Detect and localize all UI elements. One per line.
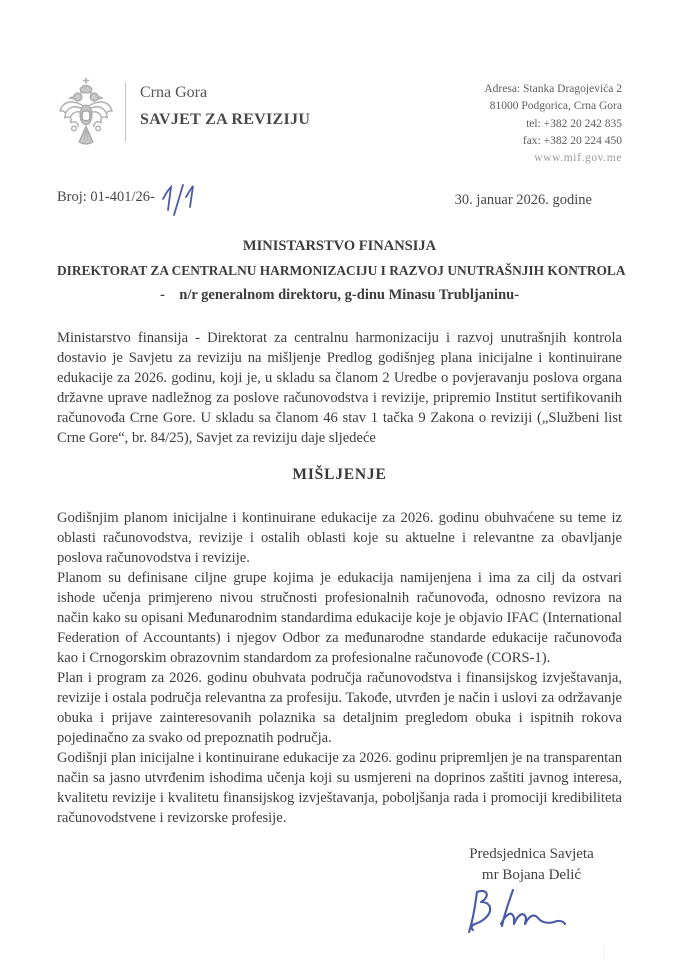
intro-section	[57, 328, 622, 448]
letterhead-brand	[57, 76, 310, 148]
letterhead	[57, 0, 622, 167]
opinion-heading: MIŠLJENJE	[292, 466, 387, 484]
opinion-paragraph-1: Godišnjim planom inicijalne i kontinuirane edukacije za 2026. godinu obuhvaćene su teme iz oblasti računovodstva, revizije i ostalih oblasti koje su aktuelne i relevantne za obavljanje poslova računovodstva i revizije.	[57, 510, 622, 567]
montenegro-coat-of-arms-icon	[57, 76, 115, 148]
opinion-paragraph-4: Godišnji plan inicijalne i kontinuirane edukacije za 2026. godinu pripremljen je na transparentan način sa jasno utvrđenim ishodima učenja koji su usmjereni na doprinos zaštiti javnog interesa, kvalitetu revizije i kvalitetu finansijskog izvještavanja, poboljšanja rada i promociji kredibiliteta računovodstvene i revizorske profesije.	[57, 750, 622, 827]
address-city: 81000 Podgorica, Crna Gora	[489, 100, 622, 113]
letter-date: 30. januar 2026. godine	[454, 192, 592, 209]
letterhead-divider	[125, 82, 126, 142]
opinion-paragraph-3: Plan i program za 2026. godinu obuhvata područja računovodstva i finansijskog izvještavanja, revizije i ostala područja relevantna za profesiju. Takođe, utvrđen je način i uslovi za održavanje obuka i prijave zainteresovanih polaznika sa detaljnim pregledom obuka i ispitnih rokova pojedinačno za svako od prepoznatih područja.	[57, 670, 622, 747]
signer-title: Predsjednica Savjeta	[469, 846, 594, 863]
address-block	[484, 76, 622, 167]
reference-number	[57, 189, 202, 218]
intro-paragraph: Ministarstvo finansija - Direktorat za centralnu harmonizaciju i razvoj unutrašnjih kontrola dostavio je Savjetu za reviziju na mišljenje Predlog godišnjeg plana inicijalne i kontinuirane edukacije za 2026. godinu, koji je, u skladu sa članom 2 Uredbe o povjeravanju poslova organa državne uprave nadležnog za poslove računovodstva i revizije, pripremio Institut sertifikovanih računovođa Crne Gore. U skladu sa članom 46 stav 1 tačka 9 Zakona o reviziji („Službeni list Crne Gore“, br. 84/25), Savjet za reviziju daje sljedeće	[57, 330, 622, 447]
recipient-block	[57, 238, 626, 304]
letterhead-titles	[140, 76, 310, 129]
address-fax: fax: +382 20 224 450	[522, 134, 622, 147]
handwritten-number-icon	[155, 189, 202, 218]
website-url: www.mif.gov.me	[534, 152, 622, 164]
opinion-paragraph-2: Planom su definisane ciljne grupe kojima je edukacija namijenjena i ima za cilj da ostvari ishode učenja primjereno nivou stručnosti profesionalnih računovođa, odnosno revizora na način kako su opisani Međunarodnim standardima edukacije koje je objavio IFAC (International Federation of Accountants) i njegov Odbor za međunarodne standarde edukacije računovođa kao i Crnogorskim obrazovnim standardom za profesionalne računovođe (CORS-1).	[57, 570, 622, 667]
opinion-section	[57, 508, 622, 828]
handwritten-signature-icon	[403, 886, 628, 945]
country-name: Crna Gora	[140, 84, 208, 101]
recipient-person: - n/r generalnom direktoru, g-dinu Minasu Trubljaninu-	[159, 287, 520, 304]
reference-number-label: Broj: 01-401/26-	[57, 189, 155, 206]
address-tel: tel: +382 20 242 835	[526, 117, 622, 130]
institution-name: SAVJET ZA REVIZIJU	[140, 111, 311, 128]
address-street: Adresa: Stanka Dragojevića 2	[484, 83, 622, 95]
signer-name: mr Bojana Delić	[481, 867, 582, 884]
recipient-directorate: DIREKTORAT ZA CENTRALNU HARMONIZACIJU I RAZVOJ UNUTRAŠNJIH KONTROLA	[57, 263, 626, 279]
scan-edge-artifact	[604, 945, 605, 960]
signature-block	[419, 844, 644, 945]
reference-row	[57, 189, 622, 218]
recipient-ministry: MINISTARSTVO FINANSIJA	[242, 238, 437, 255]
